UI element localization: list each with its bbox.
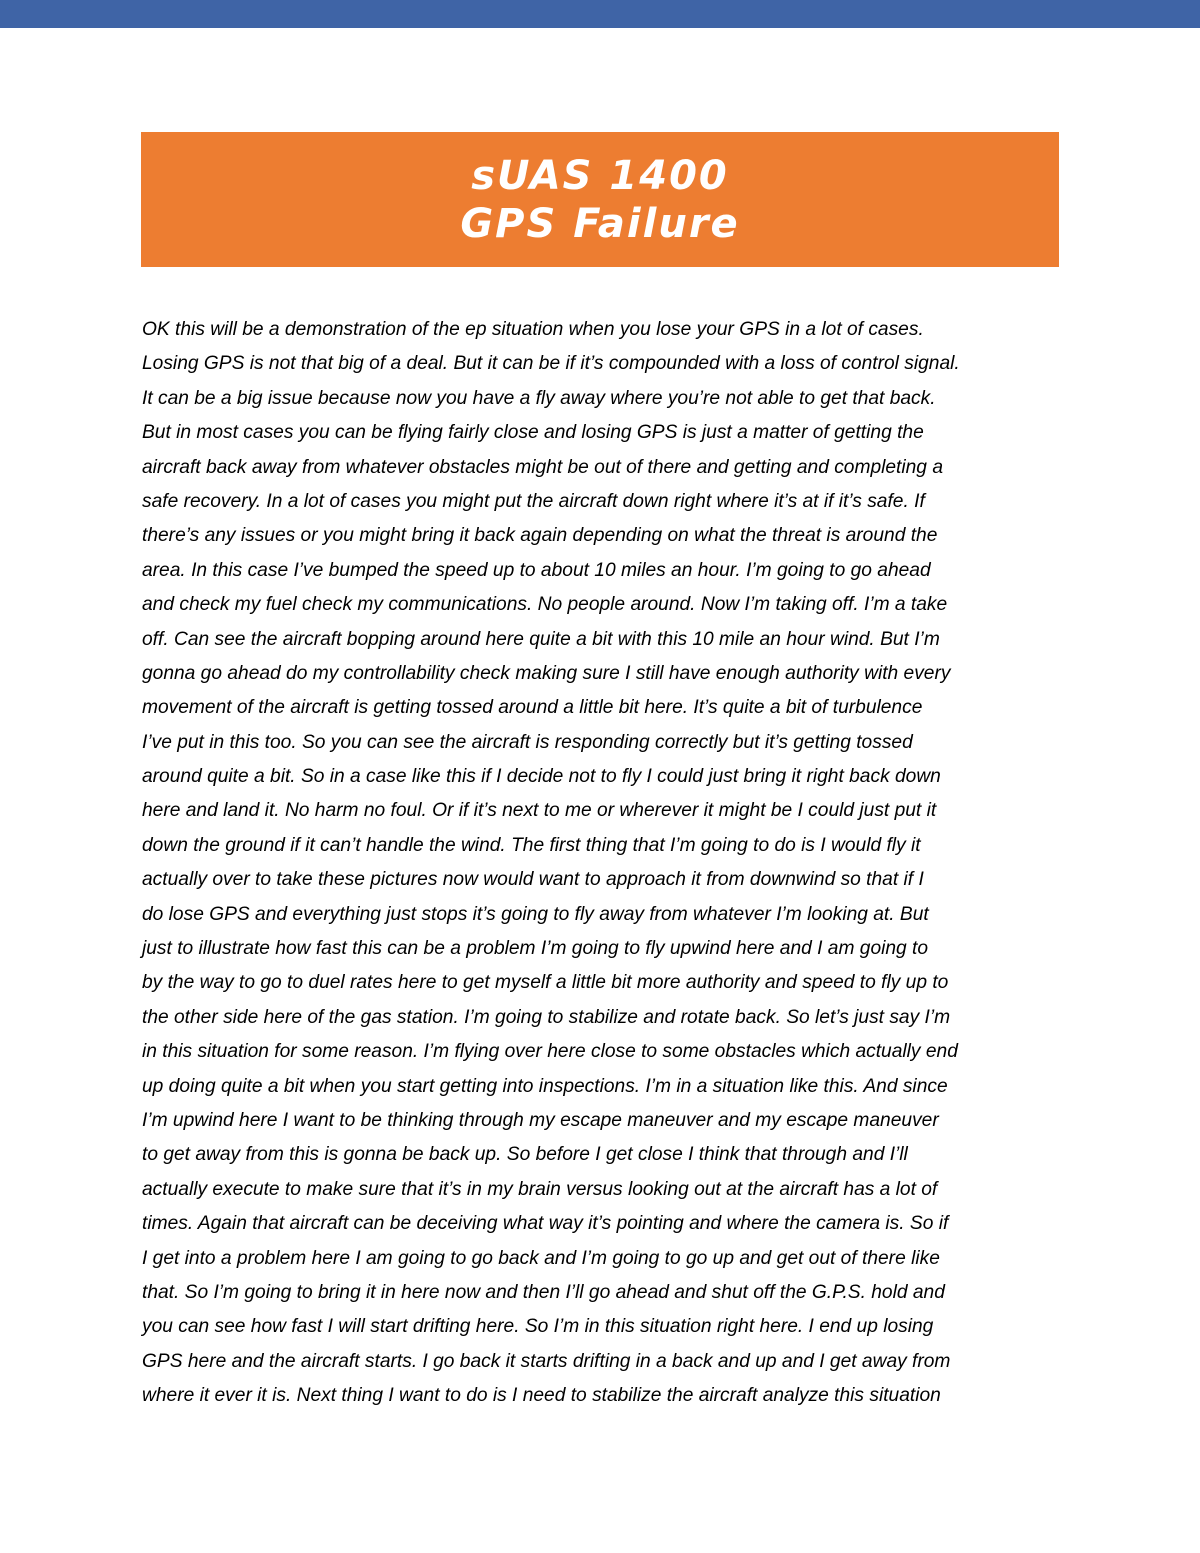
transcript-line: to get away from this is gonna be back up. So before I get close I think that through and I’ll <box>142 1144 908 1166</box>
transcript-line: up doing quite a bit when you start getting into inspections. I’m in a situation like this. And since <box>142 1075 948 1097</box>
transcript-line: I’ve put in this too. So you can see the aircraft is responding correctly but it’s getting tossed <box>142 731 913 753</box>
transcript-line: where it ever it is. Next thing I want to do is I need to stabilize the aircraft analyze this situation <box>142 1385 941 1407</box>
transcript-line: that. So I’m going to bring it in here now and then I’ll go ahead and shut off the G.P.S. hold and <box>142 1281 945 1303</box>
transcript-line: OK this will be a demonstration of the ep situation when you lose your GPS in a lot of cases. <box>142 319 924 340</box>
transcript-line: in this situation for some reason. I’m flying over here close to some obstacles which actually end <box>142 1041 958 1063</box>
header-accent-bar <box>0 0 1200 28</box>
transcript-line: area. In this case I’ve bumped the speed up to about 10 miles an hour. I’m going to go ahead <box>142 559 931 581</box>
transcript-line: you can see how fast I will start drifting here. So I’m in this situation right here. I end up losing <box>142 1316 934 1338</box>
course-code-title: sUAS 1400 <box>471 152 729 199</box>
transcript-line: aircraft back away from whatever obstacles might be out of there and getting and completing a <box>142 456 943 478</box>
title-banner <box>141 132 1059 267</box>
transcript-line: Losing GPS is not that big of a deal. But it can be if it’s compounded with a loss of control signal. <box>142 353 960 375</box>
transcript-line: movement of the aircraft is getting tossed around a little bit here. It’s quite a bit of turbulence <box>142 697 923 719</box>
transcript-line: the other side here of the gas station. I’m going to stabilize and rotate back. So let’s just say I’m <box>142 1006 951 1028</box>
transcript-line: by the way to go to duel rates here to get myself a little bit more authority and speed to fly up to <box>142 972 949 994</box>
transcript-line: It can be a big issue because now you have a fly away where you’re not able to get that back. <box>142 387 936 409</box>
transcript-line: GPS here and the aircraft starts. I go back it starts drifting in a back and up and I get away from <box>142 1350 951 1372</box>
transcript-line: safe recovery. In a lot of cases you might put the aircraft down right where it’s at if it’s safe. If <box>142 490 925 512</box>
transcript-line: times. Again that aircraft can be deceiving what way it’s pointing and where the camera is. So if <box>142 1213 949 1235</box>
transcript-line: off. Can see the aircraft bopping around here quite a bit with this 10 mile an hour wind. But I’m <box>142 628 940 650</box>
transcript-line: But in most cases you can be flying fairly close and losing GPS is just a matter of getting the <box>142 422 924 444</box>
transcript-line: I get into a problem here I am going to go back and I’m going to go up and get out of there like <box>142 1247 940 1269</box>
transcript-line: just to illustrate how fast this can be a problem I’m going to fly upwind here and I am going to <box>142 938 929 960</box>
transcript-line: gonna go ahead do my controllability check making sure I still have enough authority with every <box>142 662 951 684</box>
lesson-title: GPS Failure <box>460 200 740 247</box>
transcript-line: I’m upwind here I want to be thinking through my escape maneuver and my escape maneuver <box>142 1109 939 1131</box>
transcript-line: there’s any issues or you might bring it back again depending on what the threat is around the <box>142 525 938 547</box>
transcript-line: actually execute to make sure that it’s in my brain versus looking out at the aircraft has a lot of <box>142 1178 938 1200</box>
transcript-line: here and land it. No harm no foul. Or if it’s next to me or wherever it might be I could just put it <box>142 800 937 822</box>
transcript-body <box>142 313 1058 1414</box>
transcript-line: do lose GPS and everything just stops it’s going to fly away from whatever I’m looking at. But <box>142 903 929 925</box>
transcript-line: down the ground if it can’t handle the wind. The first thing that I’m going to do is I would fly it <box>142 834 921 856</box>
transcript-line: actually over to take these pictures now would want to approach it from downwind so that if I <box>142 869 924 891</box>
transcript-line: around quite a bit. So in a case like this if I decide not to fly I could just bring it right back down <box>142 766 941 788</box>
transcript-line: and check my fuel check my communications. No people around. Now I’m taking off. I’m a take <box>142 594 948 616</box>
